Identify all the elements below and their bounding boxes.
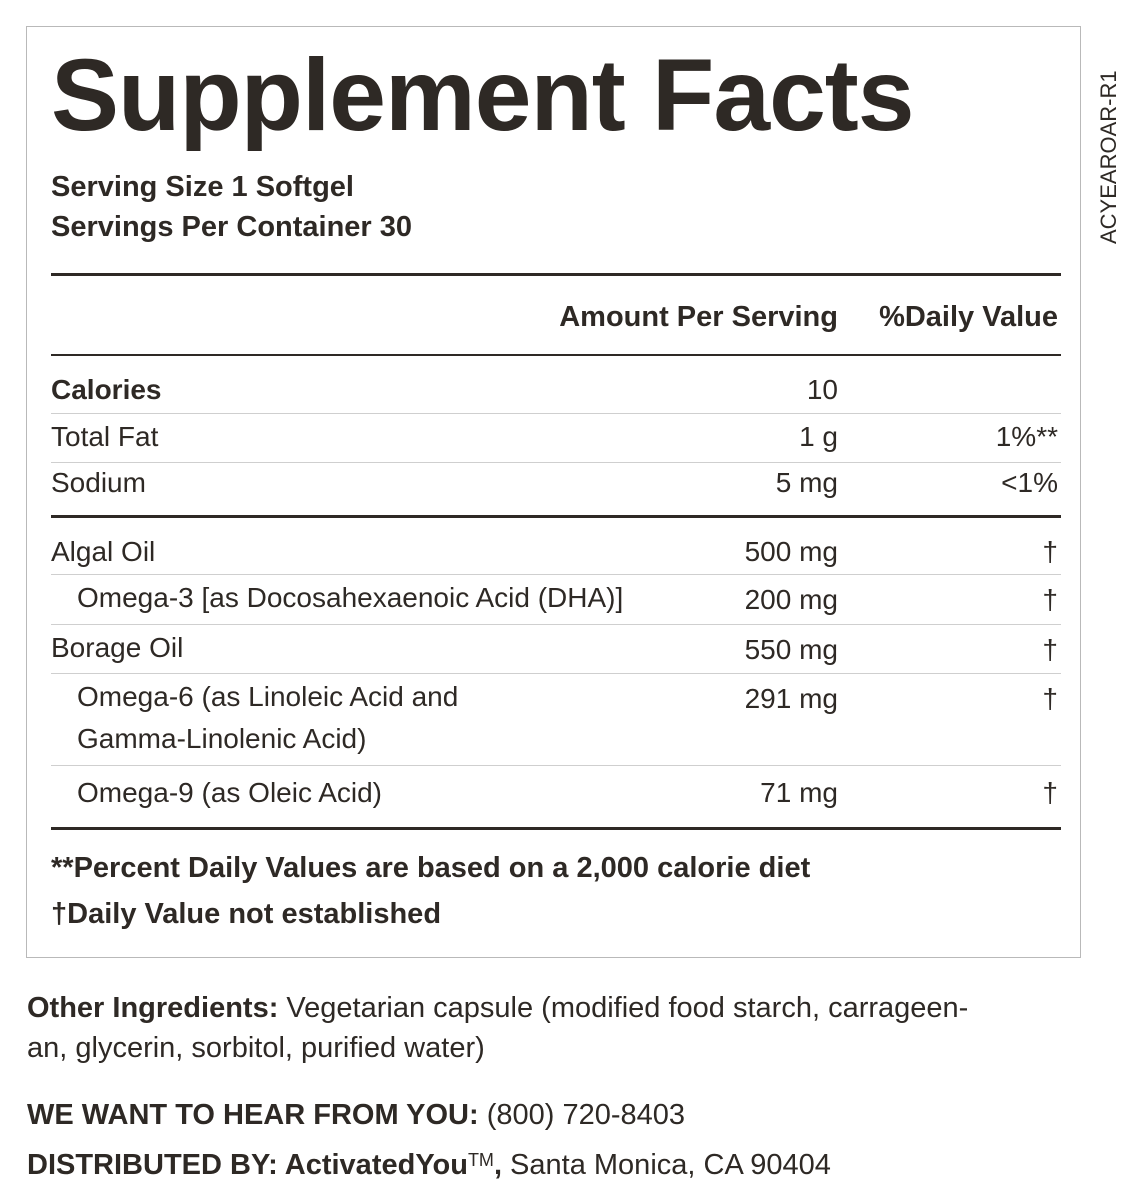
- divider: [51, 354, 1061, 356]
- row-algal-oil-name: Algal Oil: [51, 536, 156, 567]
- row-omega-6-name: Omega-6 (as Linoleic Acid and: [77, 681, 459, 712]
- other-ingredients-label: Other Ingredients:: [27, 992, 279, 1024]
- row-borage-oil-dv: †: [1042, 634, 1058, 665]
- divider: [51, 515, 1061, 518]
- divider: [51, 413, 1061, 414]
- row-algal-oil-dv: †: [1042, 536, 1058, 567]
- header-amount: Amount Per Serving: [559, 301, 838, 333]
- distributor-line: [27, 1140, 831, 1185]
- distributor-address: Santa Monica, CA 90404: [502, 1149, 831, 1181]
- supplement-facts-panel: [26, 26, 1081, 958]
- row-algal-oil-amount: 500 mg: [744, 536, 838, 567]
- row-omega-9-dv: †: [1042, 777, 1058, 808]
- row-sodium-dv: <1%: [1001, 467, 1058, 498]
- row-total-fat-name: Total Fat: [51, 421, 159, 452]
- footnote-daily-values: **Percent Daily Values are based on a 2,000 calorie diet: [51, 852, 811, 884]
- divider: [51, 624, 1061, 625]
- footnote-not-established: †Daily Value not established: [51, 898, 442, 930]
- divider: [51, 273, 1061, 276]
- row-omega-3-dv: †: [1042, 584, 1058, 615]
- trademark-mark: TM: [467, 1150, 494, 1170]
- divider: [51, 765, 1061, 766]
- serving-size: Serving Size 1 Softgel: [51, 171, 354, 203]
- contact-phone: (800) 720-8403: [478, 1099, 686, 1131]
- distributor-comma: ,: [493, 1149, 502, 1181]
- contact-label: WE WANT TO HEAR FROM YOU:: [27, 1099, 479, 1131]
- divider: [51, 827, 1061, 830]
- servings-per-container: Servings Per Container 30: [51, 211, 413, 243]
- distributor-label: DISTRIBUTED BY: ActivatedYou: [27, 1149, 468, 1181]
- other-ingredients: [27, 988, 968, 1068]
- row-calories-amount: 10: [806, 374, 838, 405]
- other-ingredients-line1: Vegetarian capsule (modified food starch, carrageen-: [278, 992, 969, 1024]
- row-total-fat-dv: 1%**: [995, 421, 1058, 452]
- row-omega-3-amount: 200 mg: [744, 584, 838, 615]
- row-omega-6-amount: 291 mg: [744, 683, 838, 714]
- row-sodium-name: Sodium: [51, 467, 146, 498]
- header-daily-value: %Daily Value: [879, 301, 1058, 333]
- side-code: ACYEAROAR-R1: [1096, 70, 1121, 244]
- contact-line: [27, 1095, 685, 1135]
- row-borage-oil-amount: 550 mg: [744, 634, 838, 665]
- row-omega-6-name-line2: Gamma-Linolenic Acid): [77, 723, 367, 754]
- row-calories-name: Calories: [51, 374, 162, 405]
- row-omega-9-name: Omega-9 (as Oleic Acid): [77, 777, 382, 808]
- other-ingredients-line2: an, glycerin, sorbitol, purified water): [27, 1032, 485, 1064]
- divider: [51, 574, 1061, 575]
- row-total-fat-amount: 1 g: [799, 421, 838, 452]
- divider: [51, 673, 1061, 674]
- row-omega-9-amount: 71 mg: [760, 777, 838, 808]
- row-omega-3-name: Omega-3 [as Docosahexaenoic Acid (DHA)]: [77, 582, 624, 613]
- row-borage-oil-name: Borage Oil: [51, 632, 184, 663]
- panel-title: Supplement Facts: [51, 38, 914, 152]
- divider: [51, 462, 1061, 463]
- row-omega-6-dv: †: [1042, 683, 1058, 714]
- row-sodium-amount: 5 mg: [775, 467, 838, 498]
